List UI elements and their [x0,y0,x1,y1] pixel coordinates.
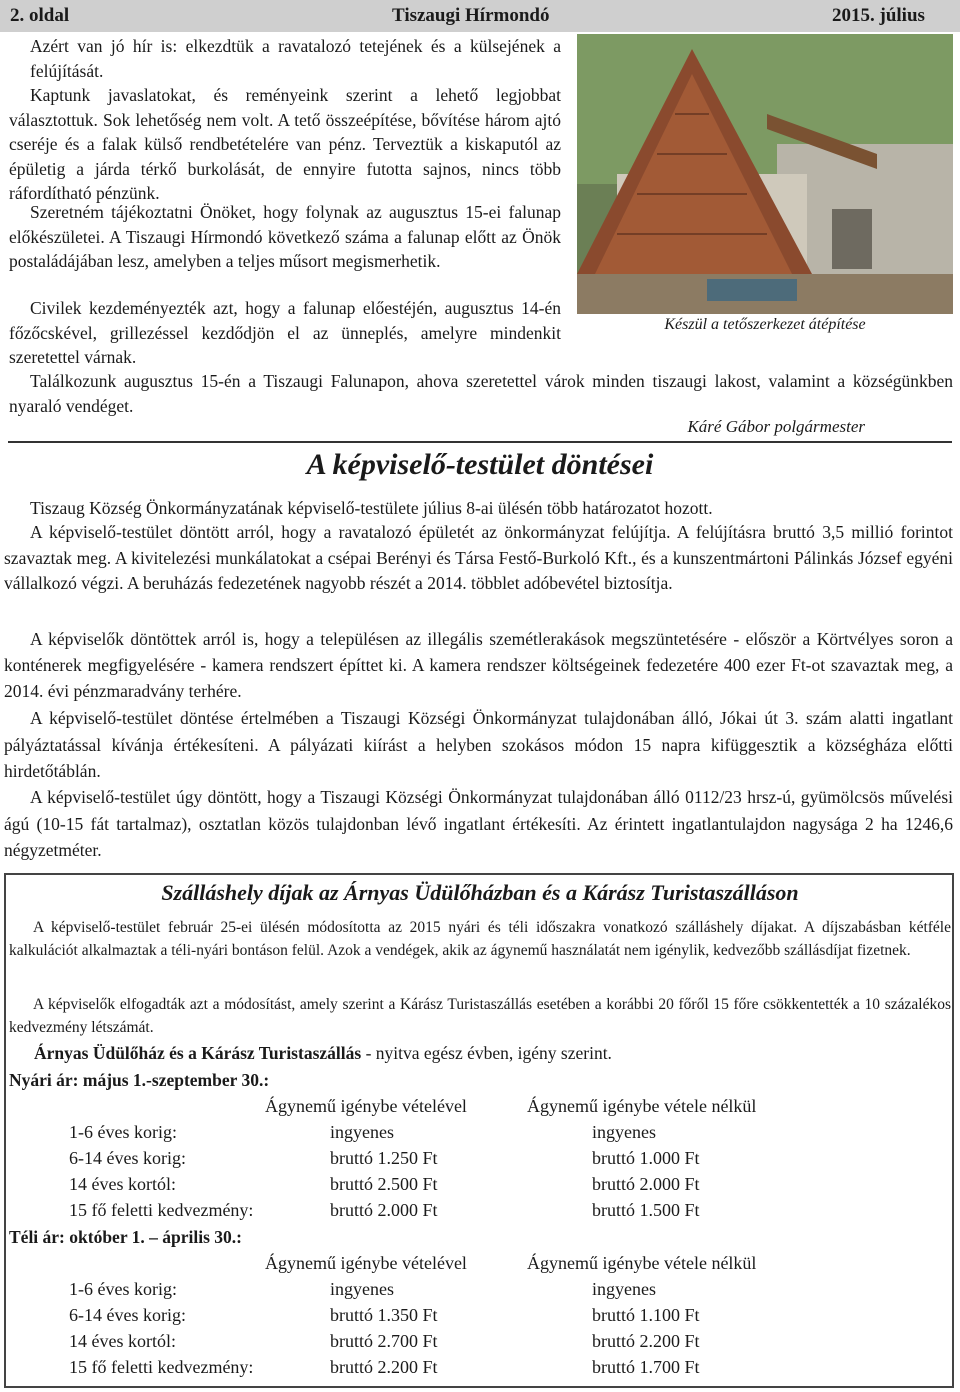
table-row [0,1122,960,1148]
table-row [0,1305,960,1331]
category: 14 éves kortól: [69,1331,176,1351]
page-header [0,0,960,32]
price-with-linen: bruttó 2.200 Ft [330,1357,438,1377]
price-with-linen: bruttó 2.000 Ft [330,1200,438,1220]
section-divider [8,441,952,443]
price-with-linen: bruttó 2.500 Ft [330,1174,438,1194]
column-with-linen: Ágynemű igénybe vételével [265,1096,467,1116]
price-without-linen: bruttó 1.700 Ft [592,1357,700,1377]
category: 15 fő feletti kedvezmény: [69,1357,254,1377]
intro-paragraph-3: Szeretném tájékoztatni Önöket, hogy folynak az augusztus 15-ei falunap előkészületei. A Tiszaugi Hírmondó következő száma a falunap előtt az Önök postaládájában lesz, amelyben a teljes műsort megismerhetik. [9,202,561,271]
decisions-paragraph-3: A képviselők döntöttek arról is, hogy a településen az illegális szemétlerakások megszüntetésére - először a Körtvélyes soron a konténerek megfigyelésére - kamera rendszert építtet ki. A kamera rendszer költségeinek fedezetére 400 ezer Ft-ot szavaztak meg, a 2014. évi pénzmaradvány terhére. [4,629,953,701]
table-row [0,1200,960,1226]
decisions-paragraph-4: A képviselő-testület döntése értelmében a Tiszaugi Községi Önkormányzat tulajdonában álló, Jókai út 3. szám alatti ingatlant pályáztatással kívánja értékesíteni. A pályázati kiírást a helyben szokásos módon 15 napra kifüggesztik a községháza előtti hirdetőtáblán. [4,708,953,781]
price-without-linen: ingyenes [592,1122,656,1142]
opening-hours: - nyitva egész évben, igény szerint. [361,1043,612,1063]
column-without-linen: Ágynemű igénybe vétele nélkül [527,1096,757,1116]
column-with-linen: Ágynemű igénybe vételével [265,1253,467,1273]
price-with-linen: ingyenes [330,1122,394,1142]
price-without-linen: bruttó 1.000 Ft [592,1148,700,1168]
category: 1-6 éves korig: [69,1279,177,1299]
issue-date: 2015. július [832,5,925,26]
decisions-paragraph-1: Tiszaug Község Önkormányzatának képviselő-testülete július 8-ai ülésén több határozatot hozott. [30,498,713,518]
category: 6-14 éves korig: [69,1148,186,1168]
price-with-linen: bruttó 1.250 Ft [330,1148,438,1168]
signature: Káré Gábor polgármester [687,417,865,436]
summer-season-label: Nyári ár: május 1.-szeptember 30.: [9,1070,270,1090]
photo-caption: Készül a tetőszerkezet átépítése [664,316,866,333]
category: 15 fő feletti kedvezmény: [69,1200,254,1220]
summer-column-headers [0,1096,960,1122]
price-without-linen: bruttó 1.500 Ft [592,1200,700,1220]
roof-construction-photo [577,34,953,314]
price-without-linen: bruttó 2.200 Ft [592,1331,700,1351]
price-with-linen: bruttó 2.700 Ft [330,1331,438,1351]
table-row [0,1279,960,1305]
price-without-linen: bruttó 1.100 Ft [592,1305,700,1325]
table-row [0,1357,960,1383]
category: 14 éves kortól: [69,1174,176,1194]
opening-venues: Árnyas Üdülőház és a Kárász Turistaszállás [34,1043,362,1063]
price-without-linen: bruttó 2.000 Ft [592,1174,700,1194]
column-without-linen: Ágynemű igénybe vétele nélkül [527,1253,757,1273]
decisions-paragraph-2: A képviselő-testület döntött arról, hogy a ravatalozó épületét az önkormányzat felújítja. A felújításra bruttó 3,5 millió forintot szavaztak meg. A kivitelezési munkálatokat a csépai Berényi és Társa Festő-Burkoló Kft., és a kunszentmártoni Pálinkás József egyéni vállalkozó végzi. A beruházás fedezetének nagyobb részét a 2014. többlet adóbevétel biztosítja. [4,522,953,593]
prices-paragraph-2: A képviselők elfogadták azt a módosítást, amely szerint a Kárász Turistaszállás esetében a korábbi 20 főről 15 főre csökkentették a 10 százalékos kedvezmény létszámát. [9,996,951,1036]
decisions-paragraph-5: A képviselő-testület úgy döntött, hogy a Tiszaugi Községi Önkormányzat tulajdonában álló 0112/23 hrsz-ú, gyümölcsös művelési ágú (10-15 fát tartalmaz), osztatlan közös tulajdonban lévő ingatlant értékesíti. Az érintett ingatlantulajdon nagysága 2 ha 1246,6 négyzetméter. [4,787,953,860]
intro-paragraph-5: Találkozunk augusztus 15-én a Tiszaugi Falunapon, ahova szeretettel várok minden tiszaugi lakost, valamint a községünkben nyaraló vendéget. [9,371,953,416]
prices-title: Szálláshely díjak az Árnyas Üdülőházban és a Kárász Turistaszálláson [161,880,799,905]
table-row [0,1148,960,1174]
category: 1-6 éves korig: [69,1122,177,1142]
table-row [0,1174,960,1200]
price-without-linen: ingyenes [592,1279,656,1299]
intro-paragraph-4: Civilek kezdeményezték azt, hogy a falunap előestéjén, augusztus 14-én főzőcskével, grillezéssel kezdődjön el az ünneplés, amelyre mindenkit szeretettel várnak. [9,298,561,367]
winter-column-headers [0,1253,960,1279]
opening-line [34,1043,612,1064]
price-with-linen: ingyenes [330,1279,394,1299]
intro-paragraph-2: Kaptunk javaslatokat, és reményeink szerint a lehető legjobbat választottuk. Sok lehetőség nem volt. A tető összeépítése, bővítése három ajtó cseréje és a falak külső rendbetételére van pénz. Terveztük a kiskaputól az épületig a járda térkő burkolását, de ennyire futotta sajnos, nincs több ráfordítható pénzünk. [9,85,561,203]
prices-paragraph-1: A képviselő-testület február 25-ei ülésén módosította az 2015 nyári és téli időszakra vonatkozó szálláshely díjakat. A díjszabásban kétféle kalkulációt alkalmaztak a téli-nyári bontáson felül. Azok a vendégek, akik az ágynemű használatát nem igénylik, kedvezőbb szállásdíjat fizetnek. [9,919,951,959]
price-with-linen: bruttó 1.350 Ft [330,1305,438,1325]
winter-season-label: Téli ár: október 1. – április 30.: [9,1227,242,1247]
newspaper-title: Tiszaugi Hírmondó [392,5,550,26]
table-row [0,1331,960,1357]
intro-paragraph-1: Azért van jó hír is: elkezdtük a ravatalozó tetejének és a külsejének a felújítását. [30,36,561,81]
page-number: 2. oldal [10,5,70,26]
decisions-title: A képviselő-testület döntései [306,448,654,481]
category: 6-14 éves korig: [69,1305,186,1325]
